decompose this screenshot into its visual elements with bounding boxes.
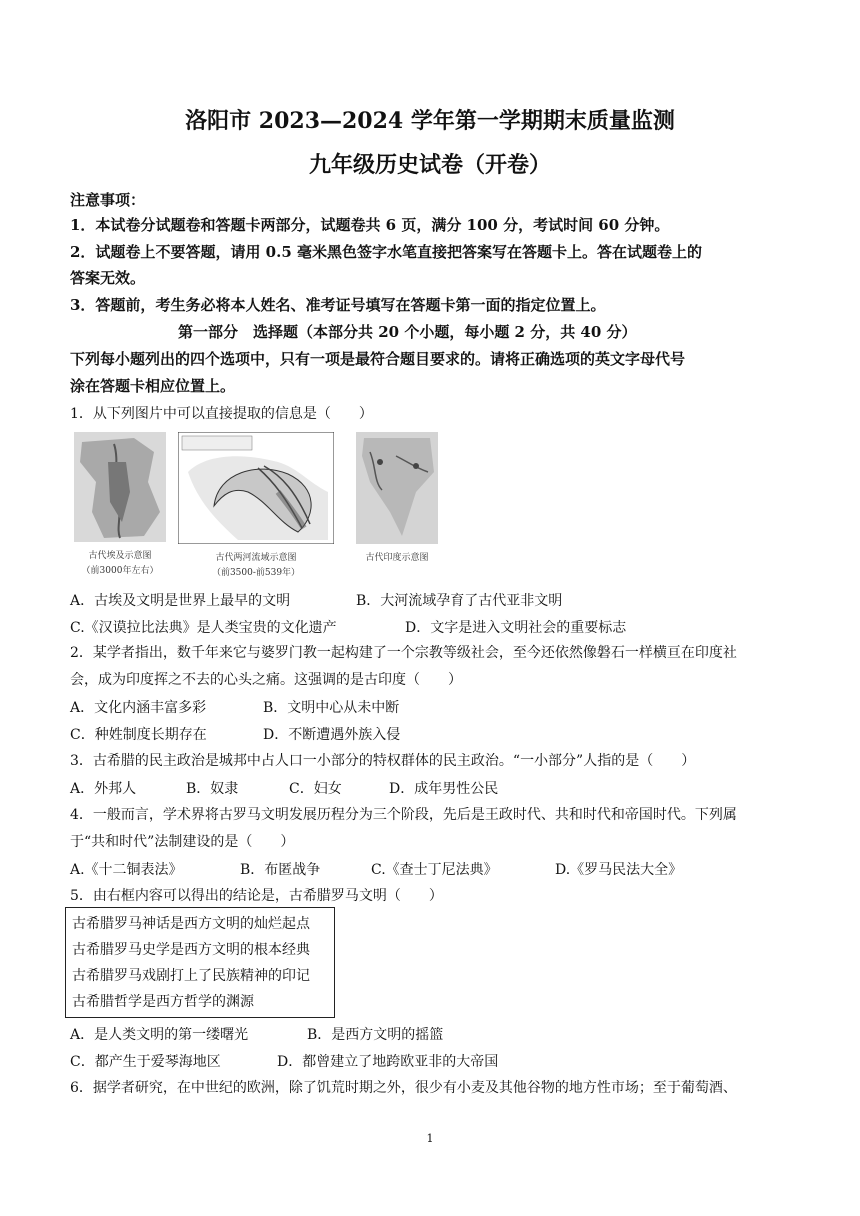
india-caption: 古代印度示意图 (365, 553, 429, 563)
question-6-stem: 6．据学者研究，在中世纪的欧洲，除了饥荒时期之外，很少有小麦及其他谷物的地方性市场；至于葡萄酒、 (70, 1080, 737, 1096)
question-4-option-c[interactable]: C.《查士丁尼法典》 (371, 862, 498, 878)
question-2-option-b[interactable]: B．文明中心从未中断 (263, 700, 400, 716)
question-4-option-a[interactable]: A.《十二铜表法》 (70, 862, 183, 878)
mesopotamia-caption-date: （前3500-前539年） (211, 568, 301, 578)
question-1-option-a[interactable]: A．古埃及文明是世界上最早的文明 (70, 593, 291, 609)
question-2-option-c[interactable]: C．种姓制度长期存在 (70, 727, 207, 743)
exam-title: 洛阳市 2023—2024 学年第一学期期末质量监测 (185, 108, 675, 134)
egypt-caption: 古代埃及示意图 (88, 551, 152, 561)
section-instruction: 下列每小题列出的四个选项中，只有一项是最符合题目要求的。请将正确选项的英文字母代号 (70, 350, 686, 368)
box-line: 古希腊罗马神话是西方文明的灿烂起点 (72, 916, 310, 932)
question-1-option-b[interactable]: B．大河流域孕育了古代亚非文明 (356, 593, 563, 609)
question-3-stem: 3．古希腊的民主政治是城邦中占人口一小部分的特权群体的民主政治。“一小部分”人指的是（ ） (70, 753, 696, 769)
india-map-figure (356, 432, 438, 563)
question-3-option-a[interactable]: A．外邦人 (70, 781, 137, 797)
box-line: 古希腊罗马戏剧打上了民族精神的印记 (72, 968, 310, 984)
notes-heading: 注意事项： (70, 191, 146, 209)
note-item: 1．本试卷分试题卷和答题卡两部分，试题卷共 6 页，满分 100 分，考试时间 60 分钟。 (70, 216, 670, 234)
mesopotamia-map-image (178, 432, 334, 544)
question-4-option-b[interactable]: B．布匿战争 (240, 862, 321, 878)
india-map-image (356, 432, 438, 544)
question-4-stem: 4．一般而言，学术界将古罗马文明发展历程分为三个阶段，先后是王政时代、共和时代和帝国时代。下列属 (70, 807, 737, 823)
mesopotamia-map-figure (178, 432, 334, 578)
question-5-option-b[interactable]: B．是西方文明的摇篮 (307, 1027, 444, 1043)
page-number: 1 (426, 1132, 434, 1145)
section-instruction: 涂在答题卡相应位置上。 (70, 377, 236, 395)
question-5-option-a[interactable]: A．是人类文明的第一缕曙光 (70, 1027, 249, 1043)
egypt-map-image (74, 432, 166, 542)
question-2-stem: 2．某学者指出，数千年来它与婆罗门教一起构建了一个宗教等级社会，至今还依然像磐石一样横亘在印度社 (70, 645, 737, 661)
question-2-option-a[interactable]: A．文化内涵丰富多彩 (70, 700, 207, 716)
box-line: 古希腊哲学是西方哲学的渊源 (72, 994, 254, 1010)
question-1-figures (74, 432, 444, 582)
egypt-caption-date: （前3000年左右） (81, 566, 159, 576)
question-3-option-b[interactable]: B．奴隶 (186, 781, 239, 797)
exam-subtitle: 九年级历史试卷（开卷） (308, 152, 551, 178)
question-2-stem: 会，成为印度挥之不去的心头之痛。这强调的是古印度（ ） (70, 672, 462, 688)
mesopotamia-caption: 古代两河流域示意图 (215, 553, 297, 563)
box-line: 古希腊罗马史学是西方文明的根本经典 (72, 942, 310, 958)
note-item: 2．试题卷上不要答题，请用 0.5 毫米黑色签字水笔直接把答案写在答题卡上。答在试题卷上的 (70, 243, 702, 261)
question-1-stem: 1．从下列图片中可以直接提取的信息是（ ） (70, 406, 373, 422)
question-1-option-c[interactable]: C.《汉谟拉比法典》是人类宝贵的文化遗产 (70, 620, 337, 636)
note-item: 3．答题前，考生务必将本人姓名、准考证号填写在答题卡第一面的指定位置上。 (70, 296, 606, 314)
question-1-option-d[interactable]: D．文字是进入文明社会的重要标志 (405, 620, 627, 636)
question-5-stem: 5．由右框内容可以得出的结论是，古希腊罗马文明（ ） (70, 888, 443, 904)
question-3-option-d[interactable]: D．成年男性公民 (389, 781, 499, 797)
egypt-map-figure (74, 432, 166, 576)
section-heading: 第一部分 选择题（本部分共 20 个小题，每小题 2 分，共 40 分） (178, 323, 637, 341)
question-4-option-d[interactable]: D.《罗马民法大全》 (555, 862, 683, 878)
question-3-option-c[interactable]: C．妇女 (289, 781, 342, 797)
question-5-option-c[interactable]: C．都产生于爱琴海地区 (70, 1054, 221, 1070)
question-4-stem: 于“共和时代”法制建设的是（ ） (70, 834, 295, 850)
question-5-material-box (65, 907, 335, 1018)
question-2-option-d[interactable]: D．不断遭遇外族入侵 (263, 727, 401, 743)
question-5-option-d[interactable]: D．都曾建立了地跨欧亚非的大帝国 (277, 1054, 499, 1070)
note-item: 答案无效。 (70, 269, 146, 287)
